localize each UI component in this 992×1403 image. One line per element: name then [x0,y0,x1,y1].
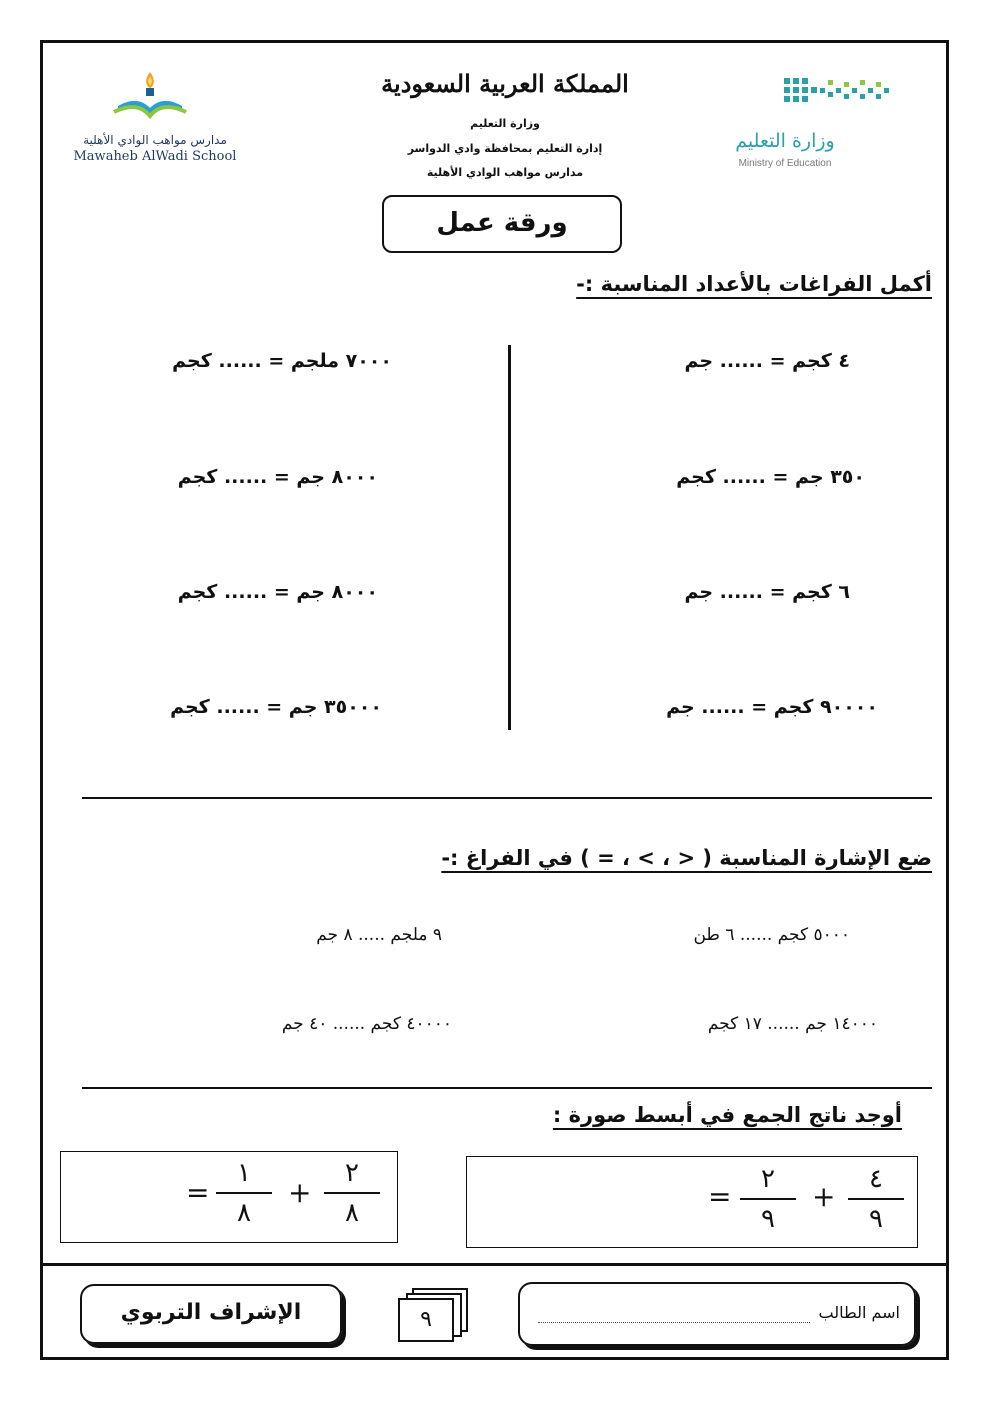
supervision-label: الإشراف التربوي [120,1300,302,1325]
ministry-line: وزارة التعليم [470,117,540,130]
equals-sign: = [708,1180,732,1213]
numerator: ٤ [869,1164,883,1194]
left-frac-a [324,1158,380,1228]
student-name-label: اسم الطالب [818,1303,900,1322]
school-logo [110,62,190,132]
s1-left-2: ٨٠٠٠ جم = ...... كجم [177,466,378,488]
plus-sign: + [812,1180,836,1213]
student-name-field[interactable] [538,1320,810,1323]
moe-logo [780,74,900,118]
s1-right-2: ٣٥٠ جم = ...... كجم [676,466,865,488]
denominator: ٨ [345,1198,359,1228]
worksheet-title: ورقة عمل [382,195,622,253]
section2-title: ضع الإشارة المناسبة ( < ، > ، = ) في الفراغ :- [441,846,932,870]
school-name-ar: مدارس مواهب الوادي الأهلية [83,133,227,147]
s1-left-3: ٨٠٠٠ جم = ...... كجم [177,581,378,603]
footer-separator [42,1263,947,1266]
section1-title: أكمل الفراغات بالأعداد المناسبة :- [576,272,932,296]
numerator: ١ [237,1158,251,1188]
school-name-en: Mawaheb AlWadi School [73,149,237,164]
denominator: ٩ [869,1204,883,1234]
denominator: ٩ [761,1204,775,1234]
s1-right-3: ٦ كجم = ...... جم [684,581,850,603]
left-frac-b [216,1158,272,1228]
moe-name-ar: وزارة التعليم [735,130,835,152]
school-line: مدارس مواهب الوادي الأهلية [426,166,584,179]
separator-1 [82,797,932,799]
kingdom-title: المملكة العربية السعودية [381,69,629,98]
page-number: ٩ [398,1298,454,1342]
denominator: ٨ [237,1198,251,1228]
s2-left-1: ٩ ملجم ..... ٨ جم [316,925,442,945]
separator-2 [82,1087,932,1089]
numerator: ٢ [761,1164,775,1194]
s1-left-1: ٧٠٠٠ ملجم = ...... كجم [172,350,392,372]
s1-right-4: ٩٠٠٠٠ كجم = ...... جم [666,696,878,718]
s2-right-1: ٥٠٠٠ كجم ...... ٦ طن [693,925,850,945]
s2-left-2: ٤٠٠٠٠ كجم ...... ٤٠ جم [281,1014,452,1034]
administration-line: إدارة التعليم بمحافظة وادي الدواسر [407,142,603,155]
plus-sign: + [288,1176,312,1209]
numerator: ٢ [345,1158,359,1188]
s2-right-2: ١٤٠٠٠ جم ...... ١٧ كجم [707,1014,878,1034]
section3-title: أوجد ناتج الجمع في أبسط صورة : [552,1103,902,1127]
s1-right-1: ٤ كجم = ...... جم [684,350,850,372]
column-divider [508,345,511,730]
book-flame-icon [110,62,190,132]
right-frac-a [848,1164,904,1234]
moe-name-en: Ministry of Education [738,158,832,169]
right-frac-b [740,1164,796,1234]
dots-pattern-icon [780,74,900,118]
s1-left-4: ٣٥٠٠٠ جم = ...... كجم [170,696,382,718]
equals-sign: = [186,1176,210,1209]
